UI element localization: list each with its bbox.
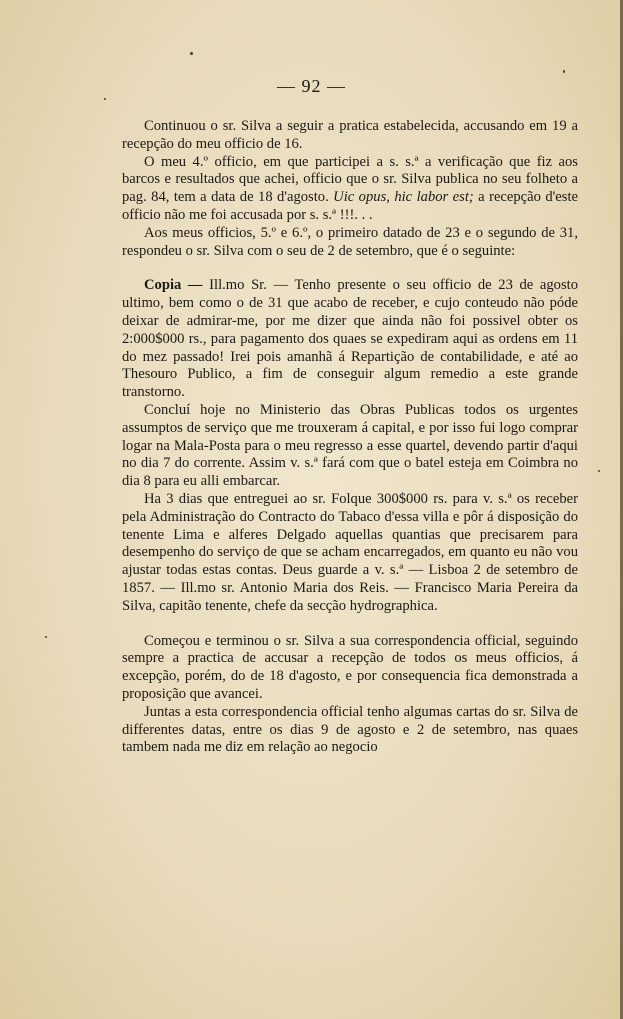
- spacer: [122, 616, 578, 633]
- latin-quote: Uic opus, hic labor est;: [333, 189, 474, 206]
- paragraph-intro-1: Continuou o sr. Silva a seguir a pratica estabelecida, accusando em 19 a recepção do meu officio de 16.: [122, 118, 578, 152]
- paper-speck: [190, 52, 193, 55]
- paragraph-copy-2: Concluí hoje no Ministerio das Obras Publicas todos os urgentes assumptos de serviço que me trouxeram á capital, e por isso fui logo comprar logar na Mala-Posta para o meu regresso a esse quartel, devendo partir d'aqui no dia 7 do corrente. Assim v. s.ª fará com que o batel esteja em Coimbra no dia 8 para eu alli embarcar.: [122, 401, 578, 490]
- paragraph-intro-3: Aos meus officios, 5.º e 6.º, o primeiro datado de 23 e o segundo de 31, respondeu o sr. Silva com o seu de 2 de setembro, que é o seguinte:: [122, 224, 578, 259]
- intro-2-text-b: a recepção d'este officio não me foi accusada por s. s.ª !!!. . .: [122, 189, 578, 223]
- paragraph-closing-1: Começou e terminou o sr. Silva a sua correspondencia official, seguindo sempre a practica de accusar a recepção de todos os meus officios, á excepção, porém, do de 18 d'agosto, e por consequencia fica demonstrada a proposição que avancei.: [122, 632, 578, 702]
- copy-1-text: Ill.mo Sr. — Tenho presente o seu officio de 23 de agosto ultimo, bem como o de 31 que acabo de receber, e cujo conteudo não póde deixar de admirar-me, por me dizer que ainda não foi possivel obter os 2:000$000 rs., para pagamento dos quaes se expediram aqui as ordens em 11 do mez passado! Irei pois amanhã á Repartição de contabilidade, e até ao Thesouro Publico, a fim de conseguir algum remedio a este grande transtorno.: [122, 277, 579, 401]
- intro-2-text-a: O meu 4.º officio, em que participei a s. s.ª a verificação que fiz aos barcos e resultados que achei, officio que o sr. Silva publica no seu folheto a pag. 84, tem a data de 18 d'agosto.: [122, 153, 578, 206]
- paper-speck: [563, 70, 565, 73]
- copy-lead: Copia —: [144, 277, 203, 294]
- paper-speck: [598, 470, 600, 472]
- text-body: [122, 118, 578, 757]
- paragraph-closing-2: Juntas a esta correspondencia official tenho algumas cartas do sr. Silva de differentes datas, entre os dias 9 de agosto e 2 de setembro, nas quaes tambem nada me diz em relação ao negocio: [122, 703, 578, 756]
- paragraph-copy-3: Ha 3 dias que entreguei ao sr. Folque 300$000 rs. para v. s.ª os receber pela Administração do Contracto do Tabaco d'essa villa e pôr á disposição do tenente Lima e alferes Delgado aquellas quantias que precisarem para desempenho do serviço de que se acham encarregados, em quanto eu não vou ajustar todas estas contas. Deus guarde a v. s.ª — Lisboa 2 de setembro de 1857. — Ill.mo sr. Antonio Maria dos Reis. — Francisco Maria Pereira da Silva, capitão tenente, chefe da secção hydrographica.: [122, 490, 578, 614]
- paper-speck: [45, 636, 47, 638]
- page-number: — 92 —: [277, 76, 346, 96]
- paper-speck: [104, 98, 106, 100]
- paragraph-intro-2: [122, 154, 578, 225]
- spacer: [122, 260, 578, 277]
- paragraph-copy-1: [122, 277, 578, 402]
